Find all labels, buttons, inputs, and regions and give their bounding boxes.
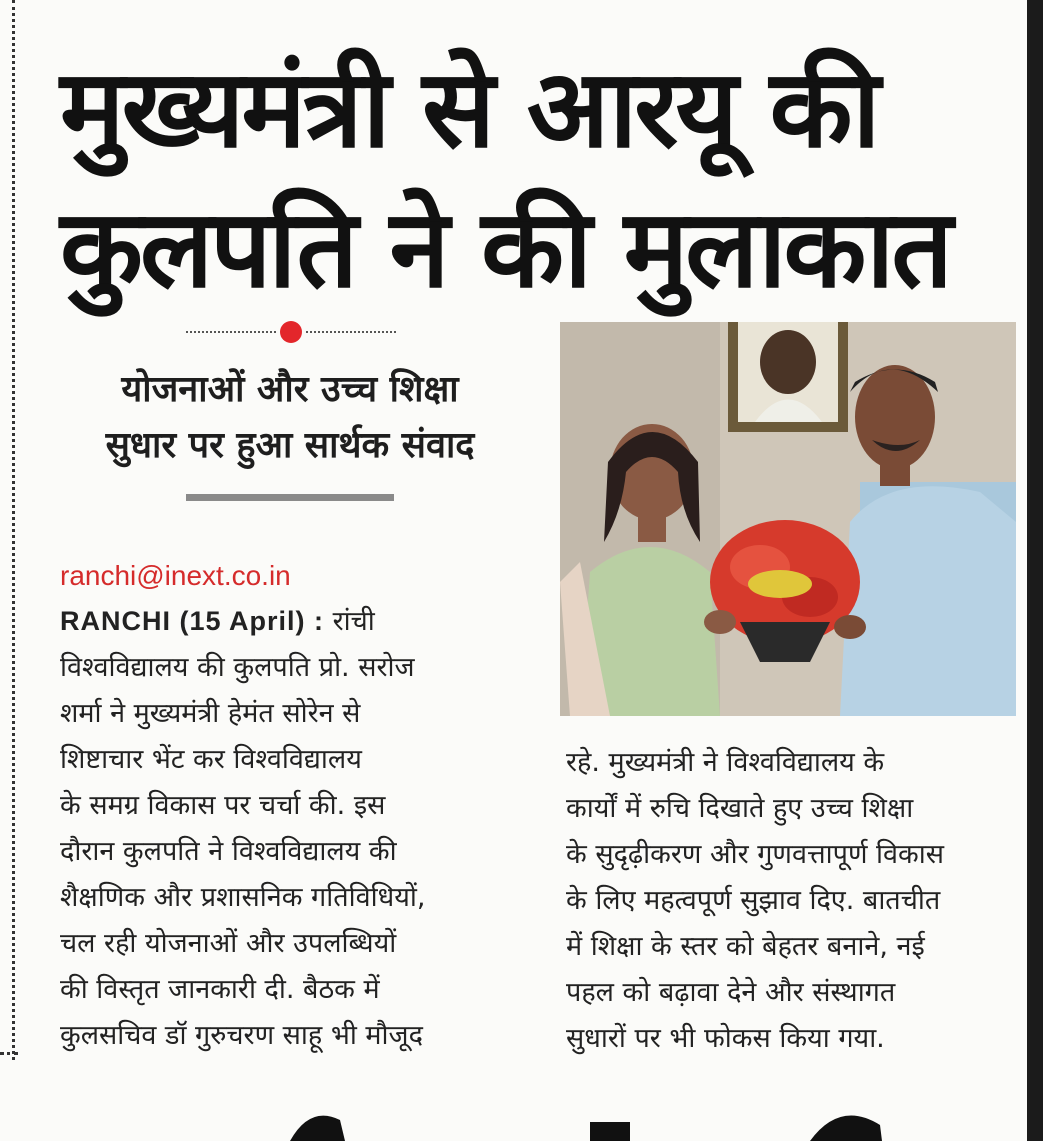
news-photo xyxy=(560,322,1016,716)
article-line: में शिक्षा के स्तर को बेहतर बनाने, नई xyxy=(566,931,925,962)
article-column-right xyxy=(566,740,1018,1062)
article-line: कार्यों में रुचि दिखाते हुए उच्च शिक्षा xyxy=(566,793,914,824)
subheadline-rule xyxy=(186,494,394,501)
subheadline-line-1: योजनाओं और उच्च शिक्षा xyxy=(121,369,459,410)
article-line: शर्मा ने मुख्यमंत्री हेमंत सोरेन से xyxy=(60,698,361,729)
red-dot-icon xyxy=(280,321,302,343)
headline xyxy=(60,40,1015,320)
article-first-line xyxy=(60,598,510,645)
dotted-border-bottom xyxy=(0,1052,18,1055)
headline-line-1: मुख्यमंत्री से आरयू की xyxy=(60,47,878,172)
headline-line-2: कुलपति ने की मुलाकात xyxy=(60,187,950,312)
dotted-rule-right xyxy=(306,331,396,333)
dotted-border-left xyxy=(12,0,15,1060)
article-line: सुधारों पर भी फोकस किया गया. xyxy=(566,1023,885,1054)
subheadline-line-2: सुधार पर हुआ सार्थक संवाद xyxy=(105,425,475,466)
page-edge-shadow xyxy=(1027,0,1043,1141)
next-headline-cropped xyxy=(250,1100,950,1141)
byline-email: ranchi@inext.co.in xyxy=(60,560,291,591)
divider-ornament xyxy=(186,320,396,344)
article-line: रहे. मुख्यमंत्री ने विश्वविद्यालय के xyxy=(566,747,885,778)
article-line: पहल को बढ़ावा देने और संस्थागत xyxy=(566,977,896,1008)
subheadline xyxy=(40,362,540,474)
article-line: शिष्टाचार भेंट कर विश्वविद्यालय xyxy=(60,744,362,775)
article-line: के लिए महत्वपूर्ण सुझाव दिए. बातचीत xyxy=(566,885,941,916)
article-line: के समग्र विकास पर चर्चा की. इस xyxy=(60,790,386,821)
dotted-rule-left xyxy=(186,331,276,333)
article-line: विश्वविद्यालय की कुलपति प्रो. सरोज xyxy=(60,652,415,683)
article-column-left xyxy=(60,598,510,1059)
first-word: रांची xyxy=(332,606,375,637)
photo-illustration xyxy=(560,322,1016,716)
article-line: कुलसचिव डॉ गुरुचरण साहू भी मौजूद xyxy=(60,1020,423,1051)
article-line: शैक्षणिक और प्रशासनिक गतिविधियों, xyxy=(60,882,426,913)
dateline: RANCHI (15 April) : xyxy=(60,606,325,636)
article-line: के सुदृढ़ीकरण और गुणवत्तापूर्ण विकास xyxy=(566,839,945,870)
article-line: चल रही योजनाओं और उपलब्धियों xyxy=(60,928,397,959)
article-line: की विस्तृत जानकारी दी. बैठक में xyxy=(60,974,380,1005)
article-line: दौरान कुलपति ने विश्वविद्यालय की xyxy=(60,836,397,867)
